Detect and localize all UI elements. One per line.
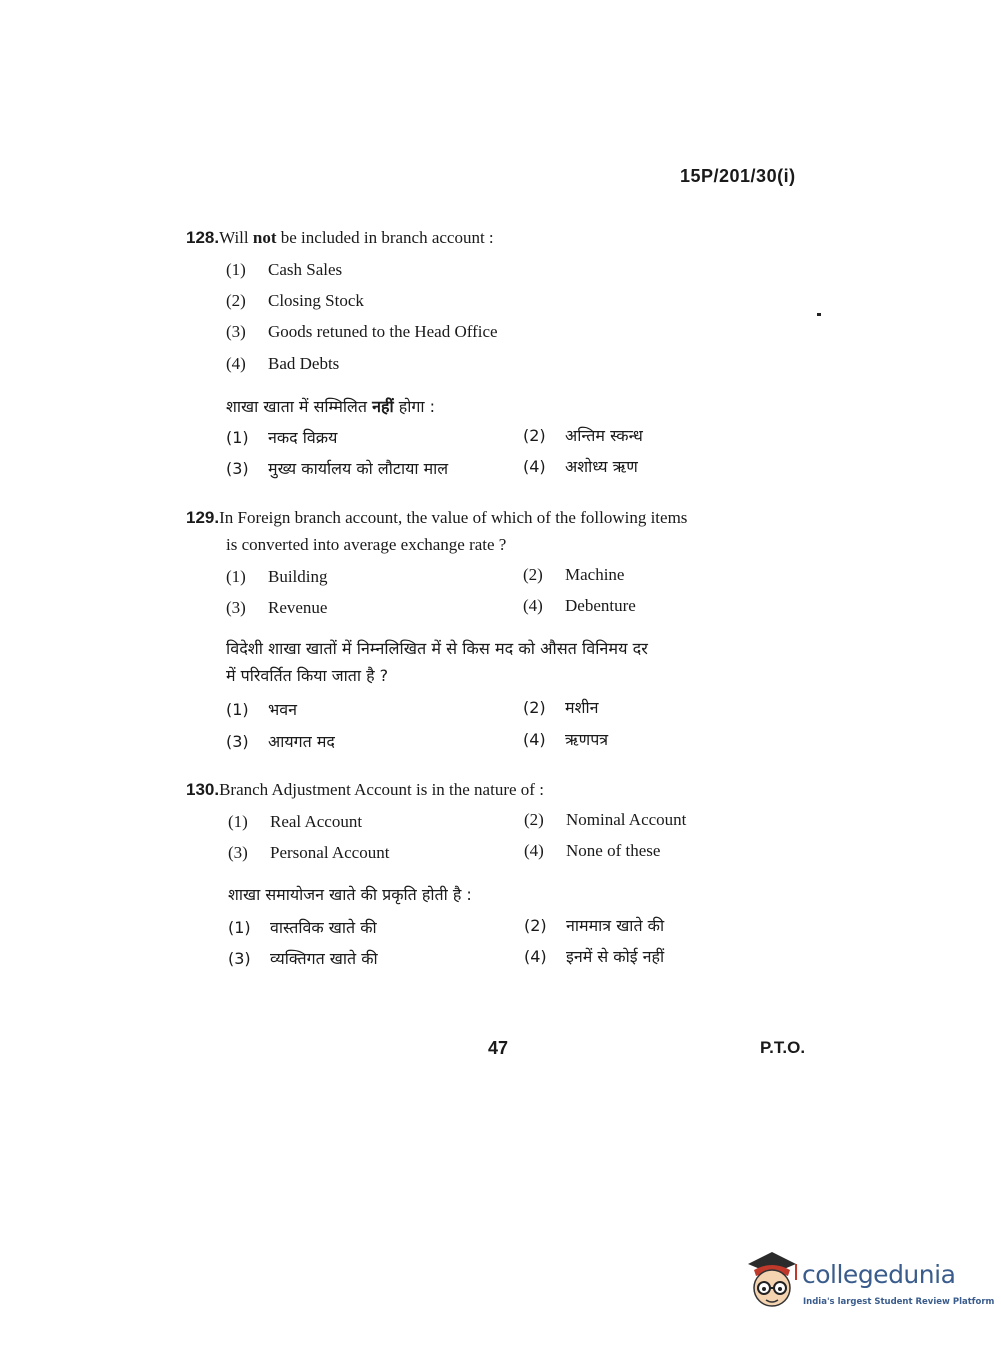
paper-code: 15P/201/30(i)	[680, 166, 796, 186]
collegedunia-watermark[interactable]	[742, 1250, 995, 1320]
option-en: (4) Bad Debts	[226, 354, 340, 373]
question-number: 128.	[186, 228, 220, 247]
question-text: Branch Adjustment Account is in the nature of :	[219, 780, 544, 799]
question-text-hindi: शाखा खाता में सम्मिलित नहीं होगा :	[226, 397, 435, 416]
question-text-hindi: विदेशी शाखा खातों में निम्नलिखित में से किस मद को औसत विनिमय दर	[226, 639, 648, 658]
option-hi: (4) इनमें से कोई नहीं	[524, 947, 665, 966]
option-en: (3) Revenue	[226, 598, 328, 617]
question-text: In Foreign branch account, the value of which of the following items	[219, 508, 688, 527]
option-en: (2) Nominal Account	[524, 810, 687, 829]
option-en: (3) Personal Account	[228, 843, 390, 862]
watermark-tagline: India's largest Student Review Platform	[803, 1297, 995, 1307]
option-hi: (1) नकद विक्रय	[226, 428, 338, 447]
option-hi: (2) अन्तिम स्कन्ध	[523, 426, 643, 445]
option-hi: (3) व्यक्तिगत खाते की	[228, 949, 378, 968]
page-number: 47	[488, 1038, 509, 1058]
question-text-hindi-line2: में परिवर्तित किया जाता है ?	[226, 666, 389, 685]
question-number: 129.	[186, 508, 220, 527]
option-hi: (2) नाममात्र खाते की	[524, 916, 665, 935]
pto-label: P.T.O.	[760, 1038, 806, 1057]
mascot-icon	[742, 1250, 800, 1312]
option-hi: (4) ऋणपत्र	[523, 730, 609, 749]
question-128	[186, 228, 494, 248]
option-en: (4) None of these	[524, 841, 661, 860]
option-en: (1) Building	[226, 567, 328, 586]
option-hi: (3) मुख्य कार्यालय को लौटाया माल	[226, 459, 449, 478]
question-emphasis: not	[252, 228, 277, 247]
watermark-name: collegedunia	[802, 1260, 956, 1289]
option-en: (4) Debenture	[523, 596, 636, 615]
scan-speck	[817, 313, 821, 316]
option-en: (1) Real Account	[228, 812, 363, 831]
option-hi: (3) आयगत मद	[226, 732, 335, 751]
question-text-line2: is converted into average exchange rate ?	[226, 535, 507, 554]
question-text: be included in branch account :	[276, 228, 494, 247]
question-number: 130.	[186, 780, 220, 799]
question-text-hindi: शाखा समायोजन खाते की प्रकृति होती है :	[228, 885, 472, 904]
question-130	[186, 780, 544, 800]
option-hi: (4) अशोध्य ऋण	[523, 457, 638, 476]
option-en: (2) Closing Stock	[226, 291, 364, 310]
option-hi: (2) मशीन	[523, 698, 599, 717]
option-hi: (1) भवन	[226, 700, 298, 719]
option-en: (3) Goods retuned to the Head Office	[226, 322, 498, 341]
question-129	[186, 508, 687, 528]
option-en: (2) Machine	[523, 565, 625, 584]
question-text: Will	[219, 228, 253, 247]
option-en: (1) Cash Sales	[226, 260, 343, 279]
option-hi: (1) वास्तविक खाते की	[228, 918, 377, 937]
